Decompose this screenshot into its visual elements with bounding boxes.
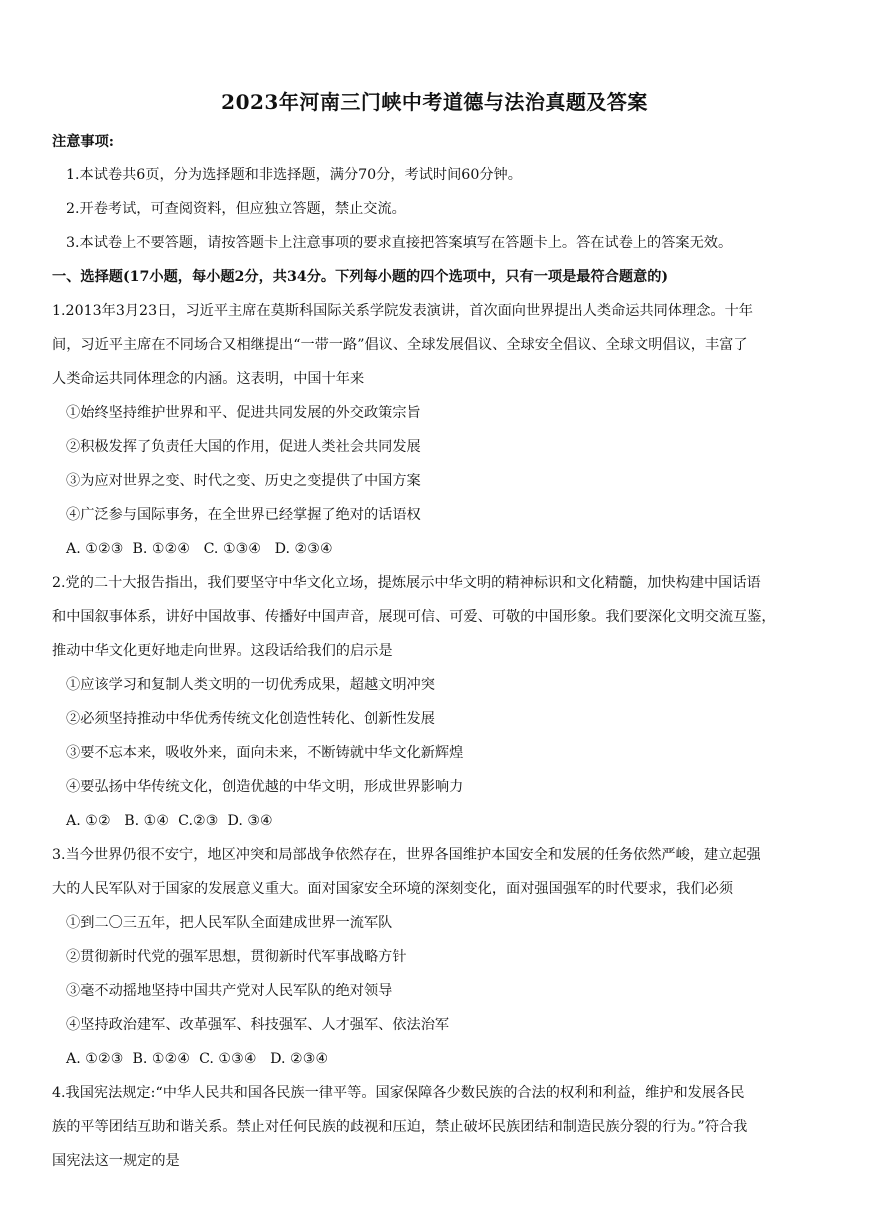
notice-item: 1.本试卷共6页，分为选择题和非选择题，满分70分，考试时间60分钟。 [66, 167, 522, 183]
question-statement: ③要不忘本来，吸收外来，面向未来，不断铸就中华文化新辉煌 [66, 745, 464, 761]
section-heading: 一、选择题(17小题，每小题2分，共34分。下列每小题的四个选项中，只有一项是最符合题意的) [52, 269, 669, 285]
question-stem-line: 4.我国宪法规定:“中华人民共和国各民族一律平等。国家保障各少数民族的合法的权利和利益，维护和发展各民 [52, 1085, 745, 1101]
question-statement: ②必须坚持推动中华优秀传统文化创造性转化、创新性发展 [66, 711, 435, 727]
question-statement: ③毫不动摇地坚持中国共产党对人民军队的绝对领导 [66, 983, 393, 999]
question-stem-line: 3.当今世界仍很不安宁，地区冲突和局部战争依然存在，世界各国维护本国安全和发展的任务依然严峻，建立起强 [52, 847, 761, 863]
question-statement: ①到二〇三五年，把人民军队全面建成世界一流军队 [66, 915, 393, 931]
notice-heading: 注意事项: [52, 134, 114, 150]
question-options: A. ①② B. ①④ C.②③ D. ③④ [66, 813, 273, 829]
question-statement: ④坚持政治建军、改革强军、科技强军、人才强军、依法治军 [66, 1017, 450, 1033]
question-statement: ④要弘扬中华传统文化，创造优越的中华文明，形成世界影响力 [66, 779, 464, 795]
question-stem-line: 推动中华文化更好地走向世界。这段话给我们的启示是 [52, 643, 393, 659]
question-statement: ①始终坚持维护世界和平、促进共同发展的外交政策宗旨 [66, 405, 421, 421]
question-stem-line: 间，习近平主席在不同场合又相继提出“一带一路”倡议、全球发展倡议、全球安全倡议、全球文明倡议，丰富了 [52, 337, 748, 353]
question-options: A. ①②③ B. ①②④ C. ①③④ D. ②③④ [66, 1051, 329, 1067]
question-statement: ③为应对世界之变、时代之变、历史之变提供了中国方案 [66, 473, 421, 489]
question-stem-line: 和中国叙事体系，讲好中国故事、传播好中国声音，展现可信、可爱、可敬的中国形象。我们要深化文明交流互鉴， [52, 609, 776, 625]
question-statement: ④广泛参与国际事务，在全世界已经掌握了绝对的话语权 [66, 507, 421, 523]
question-options: A. ①②③ B. ①②④ C. ①③④ D. ②③④ [66, 541, 333, 557]
question-statement: ②贯彻新时代党的强军思想，贯彻新时代军事战略方针 [66, 949, 407, 965]
question-stem-line: 国宪法这一规定的是 [52, 1153, 180, 1169]
question-statement: ②积极发挥了负责任大国的作用，促进人类社会共同发展 [66, 439, 421, 455]
question-stem-line: 人类命运共同体理念的内涵。这表明，中国十年来 [52, 371, 365, 387]
question-stem-line: 2.党的二十大报告指出，我们要坚守中华文化立场，提炼展示中华文明的精神标识和文化精髓，加快构建中国话语 [52, 575, 761, 591]
page-title: 2023年河南三门峡中考道德与法治真题及答案 [221, 90, 648, 114]
question-stem-line: 1.2013年3月23日，习近平主席在莫斯科国际关系学院发表演讲，首次面向世界提出人类命运共同体理念。十年 [52, 303, 753, 319]
notice-item: 3.本试卷上不要答题，请按答题卡上注意事项的要求直接把答案填写在答题卡上。答在试卷上的答案无效。 [66, 235, 733, 251]
question-stem-line: 族的平等团结互助和谐关系。禁止对任何民族的歧视和压迫，禁止破坏民族团结和制造民族分裂的行为。”符合我 [52, 1119, 748, 1135]
question-stem-line: 大的人民军队对于国家的发展意义重大。面对国家安全环境的深刻变化，面对强国强军的时代要求，我们必须 [52, 881, 734, 897]
question-statement: ①应该学习和复制人类文明的一切优秀成果，超越文明冲突 [66, 677, 435, 693]
notice-item: 2.开卷考试，可查阅资料，但应独立答题，禁止交流。 [66, 201, 406, 217]
